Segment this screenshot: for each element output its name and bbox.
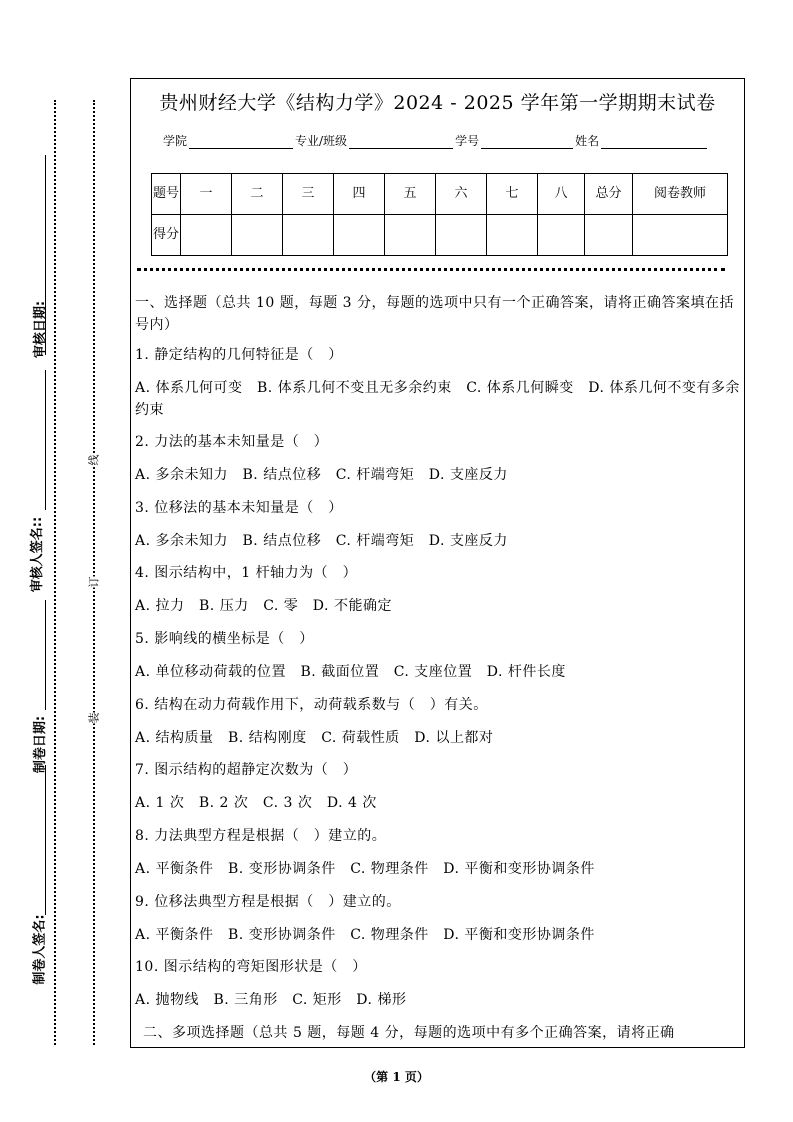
college-field[interactable] [189,136,293,149]
question-options: A. 多余未知力 B. 结点位移 C. 杆端弯矩 D. 支座反力 [135,467,508,483]
score-cell[interactable] [633,215,728,256]
question-text: 8. 力法典型方程是根据（ ）建立的。 [135,828,387,844]
question-options: A. 1 次 B. 2 次 C. 3 次 D. 4 次 [135,795,377,811]
score-label-cell: 得分 [152,215,181,256]
question-options: A. 拉力 B. 压力 C. 零 D. 不能确定 [135,598,392,614]
score-cell[interactable] [538,215,585,256]
score-header-cell: 四 [334,174,385,215]
preparer-sign-label: 制卷人签名: [32,914,48,985]
score-cell[interactable] [283,215,334,256]
question-text: 2. 力法的基本未知量是（ ） [135,434,329,450]
college-label: 学院 [163,134,188,148]
question-options: A. 抛物线 B. 三角形 C. 矩形 D. 梯形 [135,992,407,1008]
question-text: 5. 影响线的横坐标是（ ） [135,631,314,647]
binding-dots-right [93,100,95,1045]
question-text: 4. 图示结构中，1 杆轴力为（ ） [135,565,358,581]
score-cell[interactable] [232,215,283,256]
binding-line-left [45,765,46,915]
name-field[interactable] [601,136,707,149]
question-options: A. 体系几何可变 B. 体系几何不变且无多余约束 C. 体系几何瞬变 D. 体系几何不变有多余约束 [135,380,740,418]
section2-heading: 二、多项选择题（总共 5 题，每题 4 分，每题的选项中有多个正确答案，请将正确 [143,1025,675,1041]
binding-line-left [45,600,46,710]
question-text: 7. 图示结构的超静定次数为（ ） [135,762,358,778]
page-number: （第 1 页） [364,1070,429,1084]
exam-title: 贵州财经大学《结构力学》2024 - 2025 学年第一学期期末试卷 [159,92,716,114]
student-info-row [163,132,709,149]
margin-pack-char: 装 [84,713,104,724]
name-label: 姓名 [575,134,600,148]
question-options: A. 平衡条件 B. 变形协调条件 C. 物理条件 D. 平衡和变形协调条件 [135,927,595,943]
question-text: 9. 位移法典型方程是根据（ ）建立的。 [135,894,401,910]
score-header-cell: 七 [487,174,538,215]
question-options: A. 多余未知力 B. 结点位移 C. 杆端弯矩 D. 支座反力 [135,533,508,549]
score-header-cell: 二 [232,174,283,215]
score-header-cell: 六 [436,174,487,215]
score-header-cell: 一 [181,174,232,215]
binding-line-left [45,370,46,510]
score-header-cell: 三 [283,174,334,215]
score-cell[interactable] [585,215,633,256]
score-header-cell: 阅卷教师 [633,174,728,215]
score-header-cell: 总分 [585,174,633,215]
student-id-field[interactable] [481,136,573,149]
question-options: A. 平衡条件 B. 变形协调条件 C. 物理条件 D. 平衡和变形协调条件 [135,861,595,877]
student-id-label: 学号 [455,134,480,148]
dotted-separator [137,268,725,271]
score-header-cell: 题号 [152,174,181,215]
score-cell[interactable] [487,215,538,256]
question-text: 6. 结构在动力荷载作用下，动荷载系数与（ ）有关。 [135,697,488,713]
score-value-row [152,215,728,256]
score-cell[interactable] [385,215,436,256]
question-text: 3. 位移法的基本未知量是（ ） [135,500,343,516]
prepare-date-label: 制卷日期: [33,715,49,774]
question-options: A. 单位移动荷载的位置 B. 截面位置 C. 支座位置 D. 杆件长度 [135,664,566,680]
score-header-row [152,174,728,215]
binding-dots-left [54,100,56,1045]
score-cell[interactable] [436,215,487,256]
score-table [151,173,728,256]
margin-line-char: 线 [84,455,104,466]
score-cell[interactable] [181,215,232,256]
section1-heading: 一、选择题（总共 10 题，每题 3 分，每题的选项中只有一个正确答案，请将正确答案填在括号内） [135,295,735,333]
question-text: 10. 图示结构的弯矩图形状是（ ） [135,959,367,975]
score-cell[interactable] [334,215,385,256]
score-header-cell: 五 [385,174,436,215]
question-text: 1. 静定结构的几何特征是（ ） [135,347,343,363]
major-field[interactable] [349,136,453,149]
major-label: 专业/班级 [295,134,348,148]
question-options: A. 结构质量 B. 结构刚度 C. 荷载性质 D. 以上都对 [135,730,494,746]
auditor-sign-label: 审核人签名:: [30,516,46,593]
score-header-cell: 八 [538,174,585,215]
audit-date-label: 审核日期: [33,300,49,359]
margin-bind-char: 订 [84,577,104,588]
